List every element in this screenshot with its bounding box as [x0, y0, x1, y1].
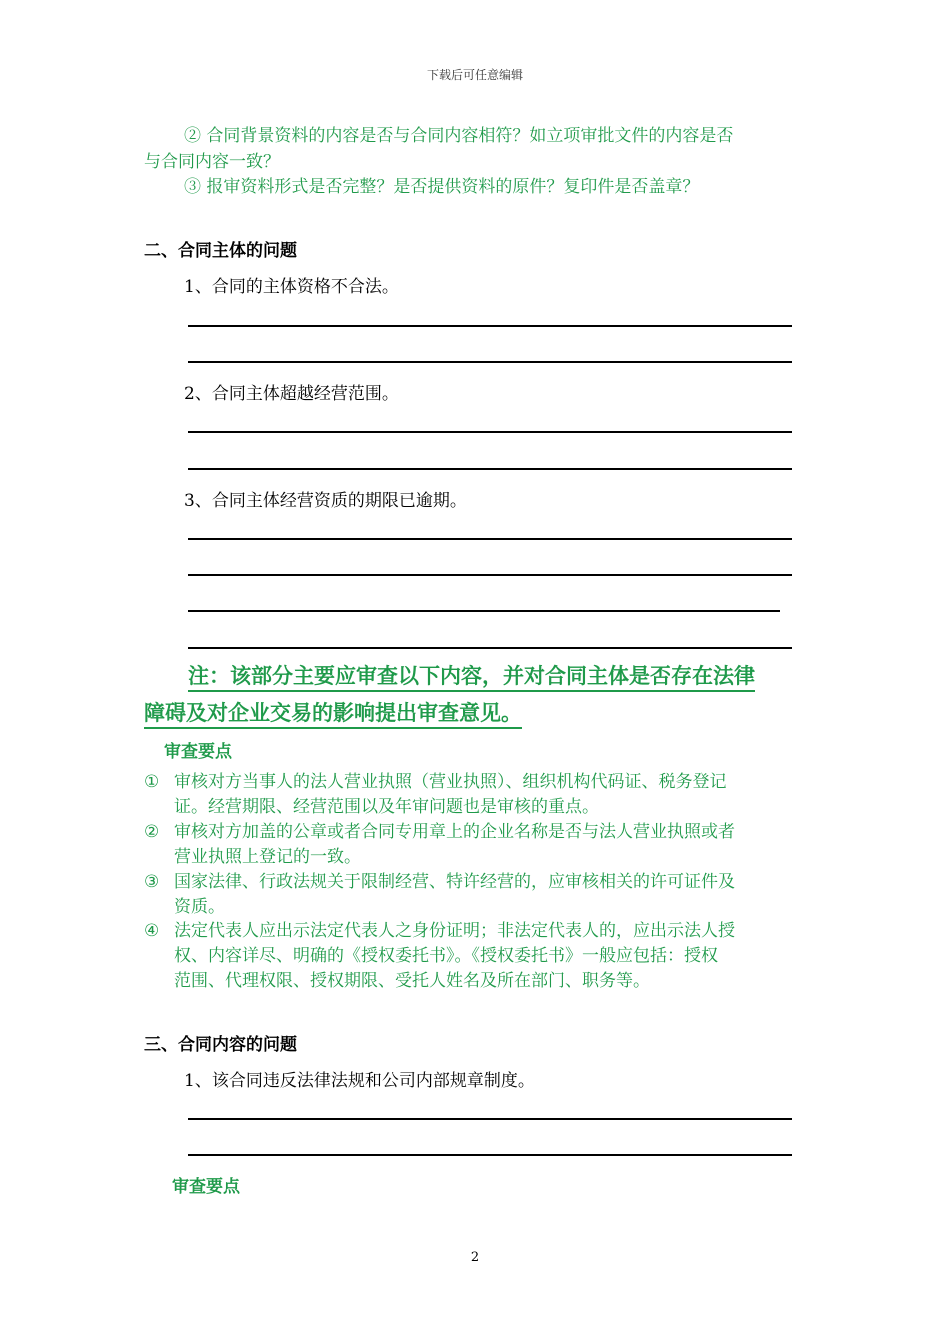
review-point-number: ①	[144, 772, 160, 792]
fill-in-line	[188, 574, 792, 576]
note-line: 注：该部分主要应审查以下内容，并对合同主体是否存在法律	[188, 660, 755, 690]
review-point-text: 权、内容详尽、明确的《授权委托书》。《授权委托书》一般应包括：授权	[174, 946, 718, 966]
section-heading: 二、合同主体的问题	[144, 241, 297, 261]
fill-in-line	[188, 538, 792, 540]
page-number: 2	[470, 1250, 480, 1265]
review-point	[144, 919, 824, 994]
list-item: 1、合同的主体资格不合法。	[184, 277, 399, 297]
review-point-text: 审核对方加盖的公章或者合同专用章上的企业名称是否与法人营业执照或者	[174, 822, 735, 842]
review-point-number: ④	[144, 921, 160, 941]
review-point	[144, 770, 824, 820]
review-point-number: ②	[144, 822, 160, 842]
page-header: 下载后可任意编辑	[426, 68, 523, 82]
list-item: 1、该合同违反法律法规和公司内部规章制度。	[184, 1071, 535, 1091]
review-point-text: 国家法律、行政法规关于限制经营、特许经营的，应审核相关的许可证件及	[174, 872, 735, 892]
fill-in-line	[188, 610, 780, 612]
list-item: 2、合同主体超越经营范围。	[184, 384, 399, 404]
review-point-text: 审核对方当事人的法人营业执照（营业执照）、组织机构代码证、税务登记	[174, 772, 727, 792]
review-heading: 审查要点	[164, 742, 232, 762]
fill-in-line	[188, 1118, 792, 1120]
fill-in-line	[188, 361, 792, 363]
review-point	[144, 820, 824, 870]
review-point-text: 证。经营期限、经营范围以及年审问题也是审核的重点。	[174, 797, 599, 817]
section-heading: 三、合同内容的问题	[144, 1035, 297, 1055]
review-heading: 审查要点	[172, 1177, 240, 1197]
paragraph-line: ② 合同背景资料的内容是否与合同内容相符？如立项审批文件的内容是否	[184, 126, 734, 146]
fill-in-line	[188, 431, 792, 433]
review-point-text: 资质。	[174, 897, 225, 917]
paragraph-line: 与合同内容一致？	[144, 152, 280, 172]
review-point-number: ③	[144, 872, 160, 892]
fill-in-line	[188, 325, 792, 327]
paragraph-line: ③ 报审资料形式是否完整？是否提供资料的原件？复印件是否盖章？	[184, 177, 700, 197]
note-line: 障碍及对企业交易的影响提出审查意见。	[144, 697, 522, 727]
review-point	[144, 870, 824, 920]
review-point-text: 范围、代理权限、授权期限、受托人姓名及所在部门、职务等。	[174, 971, 650, 991]
review-point-text: 营业执照上登记的一致。	[174, 847, 361, 867]
fill-in-line	[188, 1154, 792, 1156]
list-item: 3、合同主体经营资质的期限已逾期。	[184, 491, 467, 511]
fill-in-line	[188, 468, 792, 470]
fill-in-line	[188, 647, 792, 649]
review-point-text: 法定代表人应出示法定代表人之身份证明；非法定代表人的，应出示法人授	[174, 921, 735, 941]
